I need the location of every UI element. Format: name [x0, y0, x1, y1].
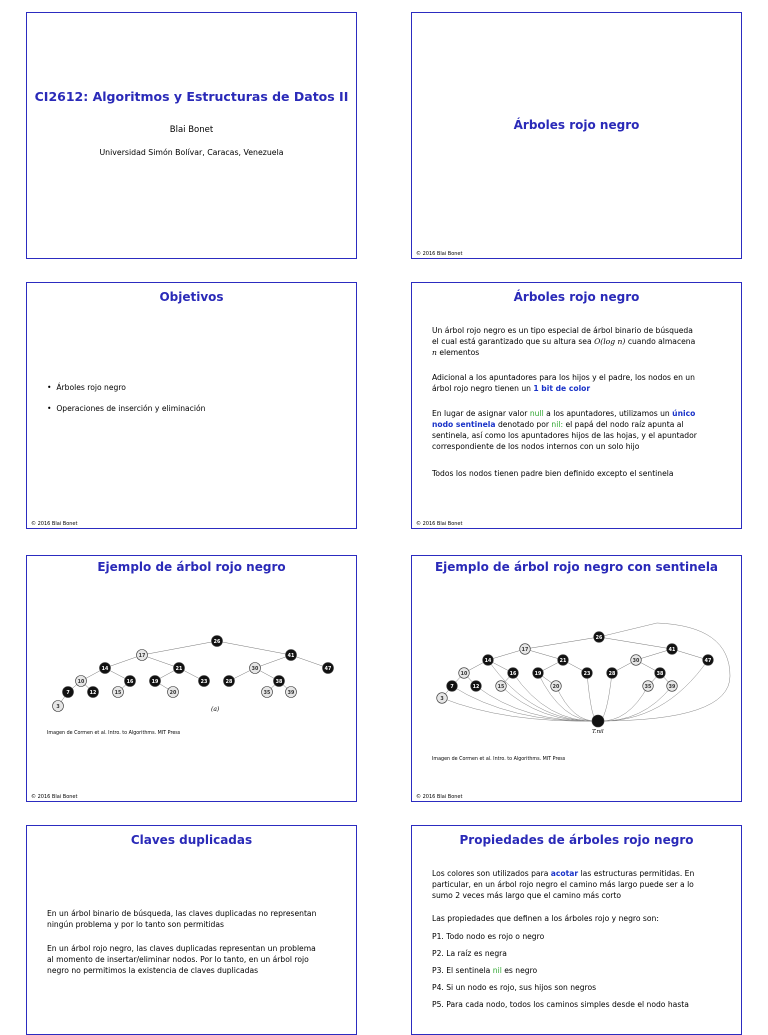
- tree-node-key: 28: [608, 671, 616, 677]
- tree-edge: [291, 655, 328, 668]
- paragraph: Un árbol rojo negro es un tipo especial de árbol binario de búsqueda el cual está garantizado que su altura sea O(log n) cuando almacena n elementos: [432, 326, 696, 357]
- paragraph: En un árbol binario de búsqueda, las claves duplicadas no representan ningún problema y por lo tanto son permitidas: [47, 909, 317, 929]
- tree-node-key: 26: [595, 635, 603, 641]
- slide-body: [47, 908, 338, 986]
- tree-node-key: 20: [552, 684, 560, 690]
- sentinel-edge: [598, 686, 648, 721]
- tree-edge: [217, 641, 291, 655]
- tree-node-key: 23: [200, 679, 208, 685]
- tree-edge: [142, 641, 217, 655]
- slide-body: [432, 868, 723, 1010]
- tree-node-key: 41: [668, 647, 676, 653]
- tree-node-key: 30: [251, 666, 259, 672]
- tree-node-key: 21: [559, 658, 567, 664]
- footer: © 2016 Blai Bonet: [31, 794, 78, 800]
- slide-8: [411, 825, 742, 1035]
- sentinel-edge: [513, 673, 598, 721]
- paragraph: En un árbol rojo negro, las claves duplicadas representan un problema al momento de insertar/eliminar nodos. Por lo tanto, en un árbol rojo negro no permitimos la existencia de claves duplicadas: [47, 944, 316, 975]
- tree-node-key: 10: [77, 679, 85, 685]
- property-5: P5. Para cada nodo, todos los caminos simples desde el nodo hasta: [432, 1000, 689, 1009]
- sentinel-edge: [452, 686, 598, 721]
- paragraph: En lugar de asignar valor null a los apuntadores, utilizamos un único nodo sentinela denotado por nil: el papá del nodo raíz apunta al sentinela, así como los apuntadores hijos de las hojas, y el apuntador correspondiente de los nodos internos con un solo hijo: [432, 409, 697, 451]
- tree-node-key: 3: [440, 696, 444, 702]
- tree-node-key: 35: [263, 690, 271, 696]
- sentinel-label: T.nil: [592, 729, 604, 735]
- tree-node-key: 19: [534, 671, 542, 677]
- slide-6: [411, 555, 742, 802]
- tree-node-key: 16: [509, 671, 517, 677]
- sentinel-edge: [598, 686, 672, 721]
- tree-node-key: 38: [275, 679, 283, 685]
- tree-node-key: 38: [656, 671, 664, 677]
- sentinel-edge: [587, 673, 598, 721]
- tree-edge: [488, 649, 525, 660]
- tree-node-key: 17: [521, 647, 529, 653]
- tree-node-key: 7: [66, 690, 70, 696]
- tree-edge: [105, 655, 142, 668]
- footer: © 2016 Blai Bonet: [31, 521, 78, 527]
- rb-tree-sentinel-diagram: [412, 556, 742, 746]
- paragraph: Los colores son utilizados para acotar las estructuras permitidas. En particular, en un árbol rojo negro el camino más largo puede ser a lo sumo 2 veces más largo que el camino más corto: [432, 869, 695, 900]
- slide-1: [26, 12, 357, 259]
- sentinel-edge: [556, 686, 598, 721]
- tree-node-key: 39: [287, 690, 295, 696]
- author: Blai Bonet: [169, 125, 214, 135]
- tree-node-key: 23: [583, 671, 591, 677]
- slide-3: [26, 282, 357, 529]
- tree-edge: [672, 649, 708, 660]
- property-1: P1. Todo nodo es rojo o negro: [432, 932, 545, 941]
- tree-node-key: 14: [484, 658, 492, 664]
- sentinel-node: [592, 715, 604, 727]
- tree-node-key: 21: [175, 666, 183, 672]
- paragraph: Todos los nodos tienen padre bien definido excepto el sentinela: [432, 469, 674, 478]
- paragraph: Las propiedades que definen a los árboles rojo y negro son:: [432, 914, 659, 923]
- course-title: CI2612: Algoritmos y Estructuras de Datos II: [34, 89, 349, 104]
- image-caption: Imagen de Cormen et al. Intro. to Algorithms. MIT Press: [432, 757, 566, 762]
- bullet-item: • Operaciones de inserción y eliminación: [47, 404, 206, 413]
- figure-sublabel: (a): [211, 706, 220, 713]
- tree-node-key: 3: [56, 704, 60, 710]
- tree-node-key: 19: [151, 679, 159, 685]
- tree-edge: [525, 637, 599, 649]
- tree-node-key: 7: [450, 684, 454, 690]
- tree-node-key: 12: [89, 690, 97, 696]
- tree-node-key: 17: [138, 653, 146, 659]
- tree-edge: [525, 649, 563, 660]
- rb-tree-diagram: [27, 626, 357, 796]
- image-caption: Imagen de Cormen et al. Intro. to Algorithms. MIT Press: [47, 731, 181, 736]
- tree-node-key: 15: [497, 684, 505, 690]
- sentinel-edge: [476, 686, 598, 721]
- sentinel-edge: [488, 660, 598, 721]
- tree-edge: [636, 649, 672, 660]
- tree-node-key: 15: [114, 690, 122, 696]
- slide-title: Objetivos: [159, 290, 224, 304]
- tree-node-key: 14: [101, 666, 109, 672]
- slide-title: Propiedades de árboles rojo negro: [459, 833, 694, 847]
- property-3: P3. El sentinela nil es negro: [432, 966, 538, 975]
- slide-body: [432, 325, 723, 489]
- bullet-item: • Árboles rojo negro: [47, 383, 126, 392]
- affiliation: Universidad Simón Bolívar, Caracas, Venezuela: [99, 148, 284, 157]
- paragraph: Adicional a los apuntadores para los hijos y el padre, los nodos en un árbol rojo negro tienen un 1 bit de color: [432, 373, 695, 393]
- slide-4: [411, 282, 742, 529]
- footer: © 2016 Blai Bonet: [416, 794, 463, 800]
- tree-node-key: 10: [460, 671, 468, 677]
- tree-node-key: 47: [704, 658, 712, 664]
- slide-5: [26, 555, 357, 802]
- footer: © 2016 Blai Bonet: [416, 521, 463, 527]
- tree-edge: [142, 655, 179, 668]
- property-4: P4. Si un nodo es rojo, sus hijos son negros: [432, 983, 597, 992]
- tree-node-key: 30: [632, 658, 640, 664]
- slide-title: Árboles rojo negro: [513, 118, 640, 132]
- tree-node-key: 47: [324, 666, 332, 672]
- tree-node-key: 35: [644, 684, 652, 690]
- tree-node-key: 28: [225, 679, 233, 685]
- slide-7: [26, 825, 357, 1035]
- tree-edge: [599, 637, 672, 649]
- tree-node-key: 16: [126, 679, 134, 685]
- tree-node-key: 26: [213, 639, 221, 645]
- footer: © 2016 Blai Bonet: [416, 251, 463, 257]
- slide-title: Ejemplo de árbol rojo negro: [97, 560, 286, 574]
- slide-2: [411, 12, 742, 259]
- slide-title: Árboles rojo negro: [513, 290, 640, 304]
- property-2: P2. La raíz es negra: [432, 949, 507, 958]
- slide-title: Claves duplicadas: [130, 833, 253, 847]
- sentinel-edge: [598, 673, 612, 721]
- tree-node-key: 20: [169, 690, 177, 696]
- slide-title: Ejemplo de árbol rojo negro con sentinela: [434, 560, 719, 574]
- tree-node-key: 41: [287, 653, 295, 659]
- tree-node-key: 12: [472, 684, 480, 690]
- tree-node-key: 39: [668, 684, 676, 690]
